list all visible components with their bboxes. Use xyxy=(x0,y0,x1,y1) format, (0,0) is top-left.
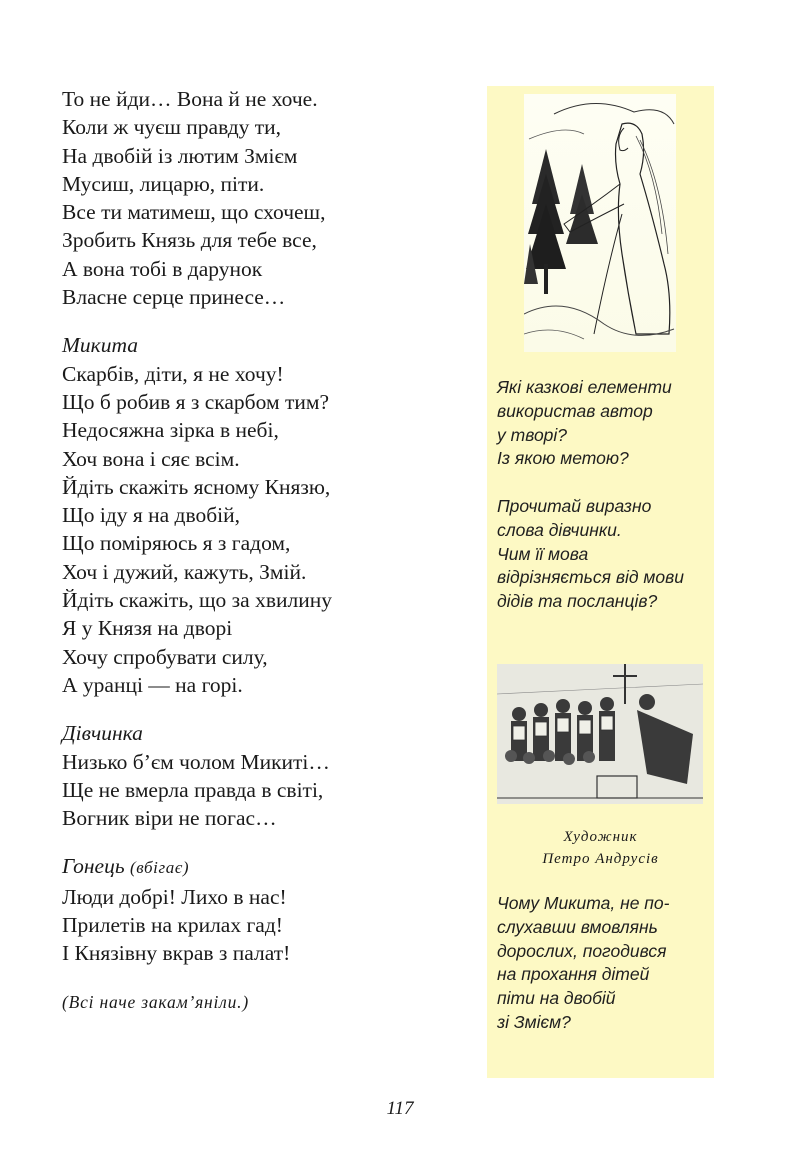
poem-line: Хоч вона і сяє всім. xyxy=(62,446,240,471)
poem-line: Скарбів, діти, я не хочу! xyxy=(62,361,284,386)
caption-artist-label: Художник xyxy=(563,829,638,845)
sidebar-panel xyxy=(487,86,714,1078)
question-line: використав автор xyxy=(497,400,653,421)
question-line: слухавши вмовлянь xyxy=(497,916,658,937)
crowd-drawing xyxy=(497,664,703,804)
poem-line: Власне серце принесе… xyxy=(62,285,286,310)
poem-line: Мусиш, лицарю, піти. xyxy=(62,171,265,196)
poem-line: Що поміряюсь я з гадом, xyxy=(62,531,291,556)
poem-line: Коли ж чуєш правду ти, xyxy=(62,115,282,140)
stanza-3 xyxy=(62,719,462,832)
poem-line: Йдіть скажіть, що за хвилину xyxy=(62,588,332,613)
poem-line: Що іду я на двобій, xyxy=(62,503,241,528)
poem-line: Люди добрі! Лихо в нас! xyxy=(62,884,287,909)
illustration-crowd xyxy=(497,664,703,804)
page-number: 117 xyxy=(386,1098,414,1119)
question-line: зі Змієм? xyxy=(497,1011,571,1032)
poem-line: Низько б’єм чолом Микиті… xyxy=(62,749,330,774)
poem-line: Вогник віри не погас… xyxy=(62,806,277,831)
question-line: Із якою метою? xyxy=(497,448,629,469)
stage-direction: (вбігає) xyxy=(130,858,190,878)
illustration-girl-forest xyxy=(524,94,676,352)
poem-line: І Князівну вкрав з палат! xyxy=(62,941,291,966)
poem-line: Я у Князя на дворі xyxy=(62,616,233,641)
question-line: відрізняється від мови xyxy=(497,567,684,588)
poem-line: Прилетів на крилах гад! xyxy=(62,913,283,938)
stanza-4 xyxy=(62,852,462,967)
speaker-honets xyxy=(62,852,462,882)
poem-line: Хоч і дужий, кажуть, Змій. xyxy=(62,559,307,584)
poem-line: Ще не вмерла правда в світі, xyxy=(62,777,324,802)
poem-line: То не йди… Вона й не хоче. xyxy=(62,87,318,111)
stanza-1 xyxy=(62,85,462,311)
stanza-2 xyxy=(62,331,462,699)
speaker-divchynka: Дівчинка xyxy=(62,721,143,746)
poem-line: Що б робив я з скарбом тим? xyxy=(62,389,329,414)
question-line: у творі? xyxy=(497,424,568,445)
question-line: слова дівчинки. xyxy=(497,519,622,540)
question-line: дорослих, погодився xyxy=(497,940,667,961)
closing-stage-direction: (Всі наче закам’яніли.) xyxy=(62,991,249,1012)
caption-artist-name: Петро Андрусів xyxy=(542,851,659,867)
speaker-name: Гонець xyxy=(62,854,125,879)
poem-text xyxy=(62,85,462,1016)
question-line: дідів та посланців? xyxy=(497,591,658,612)
question-fairy-elements xyxy=(497,376,707,471)
poem-line: На двобій із лютим Змієм xyxy=(62,143,298,168)
question-line: Прочитай виразно xyxy=(497,496,652,516)
poem-line: Зробить Князь для тебе все, xyxy=(62,228,317,253)
poem-line: А вона тобі в дарунок xyxy=(62,256,263,281)
poem-line: А уранці — на горі. xyxy=(62,672,243,697)
poem-line: Недосяжна зірка в небі, xyxy=(62,418,279,443)
question-line: на прохання дітей xyxy=(497,964,650,985)
question-line: Чому Микита, не по- xyxy=(497,893,670,913)
poem-line: Все ти матимеш, що схочеш, xyxy=(62,200,326,225)
question-line: Які казкові елементи xyxy=(497,377,672,397)
poem-line: Йдіть скажіть ясному Князю, xyxy=(62,474,331,499)
speaker-mykyta: Микита xyxy=(62,333,139,358)
illustration-caption xyxy=(487,826,714,870)
question-line: Чим її мова xyxy=(497,543,589,564)
question-mykyta-decision xyxy=(497,892,707,1035)
girl-forest-drawing xyxy=(524,94,676,352)
question-girl-speech xyxy=(497,495,707,614)
poem-line: Хочу спробувати силу, xyxy=(62,644,268,669)
question-line: піти на двобій xyxy=(497,988,616,1009)
